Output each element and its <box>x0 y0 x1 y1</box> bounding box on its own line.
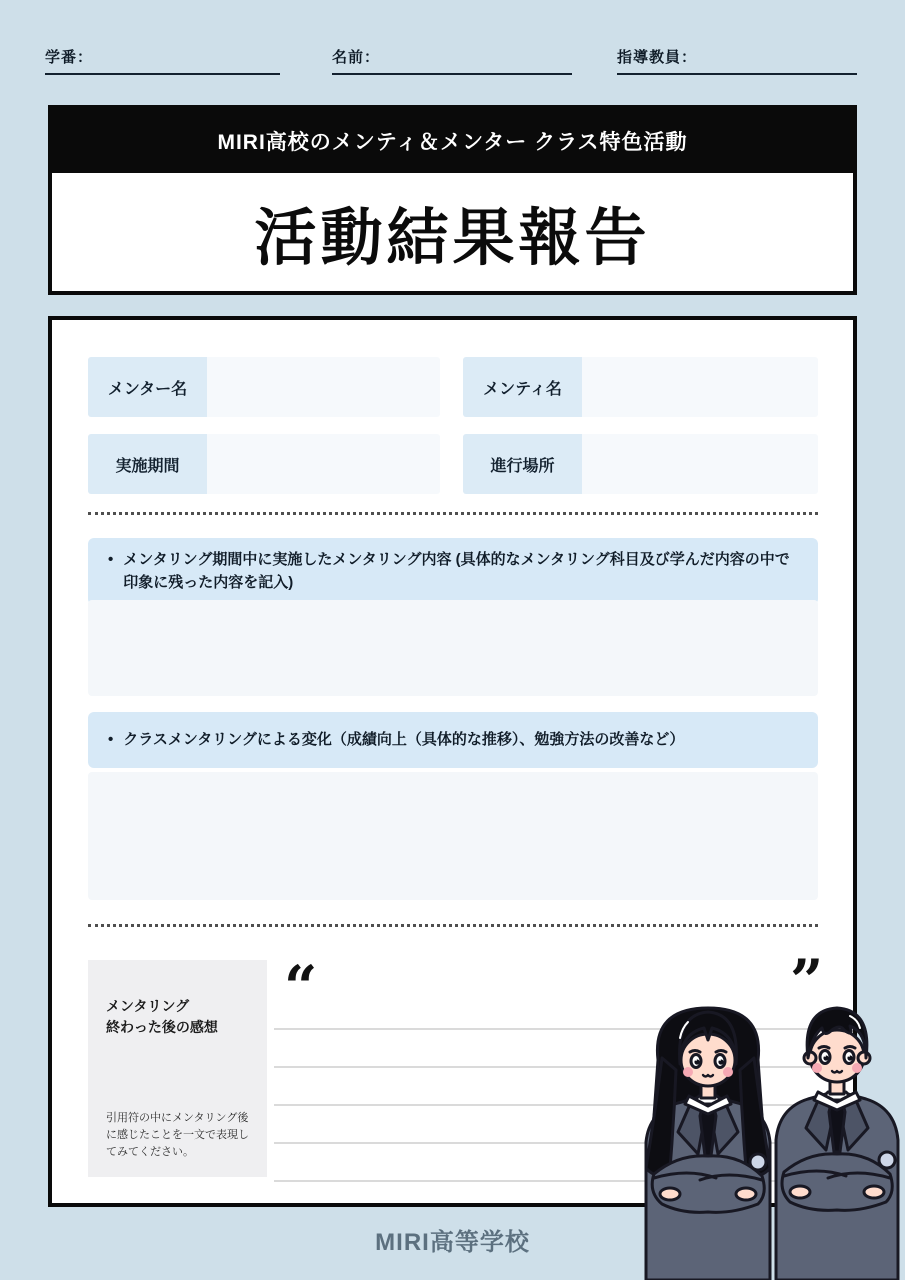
mentor-name-label: メンター名 <box>88 357 207 417</box>
place-field <box>463 434 818 494</box>
dotted-divider <box>88 512 818 515</box>
report-header <box>48 105 857 295</box>
place-label: 進行場所 <box>463 434 582 494</box>
teacher-field <box>617 46 857 67</box>
student-number-field <box>45 46 280 67</box>
students-illustration-image <box>588 1000 905 1280</box>
school-name-footer: MIRI高等学校 <box>375 1229 530 1256</box>
section2-answer-area[interactable] <box>88 772 818 900</box>
close-quote-icon: ” <box>790 947 824 1015</box>
name-write-line[interactable] <box>332 73 572 75</box>
impression-title-line1: メンタリング <box>106 998 190 1014</box>
bullet-icon: • <box>108 731 114 749</box>
impression-title <box>106 996 249 1038</box>
place-input[interactable] <box>582 434 818 494</box>
section2-heading <box>88 712 818 768</box>
name-label: 名前： <box>332 49 381 66</box>
name-field <box>332 46 572 67</box>
open-quote-icon: “ <box>284 953 318 1021</box>
impression-note-box <box>88 960 267 1177</box>
period-field <box>88 434 440 494</box>
section1-answer-area[interactable] <box>88 600 818 696</box>
teacher-write-line[interactable] <box>617 73 857 75</box>
section1-heading <box>88 538 818 605</box>
mentor-name-input[interactable] <box>207 357 440 417</box>
student-number-write-line[interactable] <box>45 73 280 75</box>
student-number-label: 学番： <box>45 49 94 66</box>
girl-student <box>646 1008 770 1280</box>
mentor-name-field <box>88 357 440 417</box>
mentee-name-input[interactable] <box>582 357 818 417</box>
bullet-icon: • <box>108 551 114 568</box>
section1-label: メンタリング期間中に実施したメンタリング内容 (具体的なメンタリング科目及び学んだ内容の中で印象に残った内容を記入) <box>123 551 790 592</box>
boy-student <box>776 1008 898 1280</box>
period-input[interactable] <box>207 434 440 494</box>
section2-label: クラスメンタリングによる変化（成績向上（具体的な推移）、勉強方法の改善など） <box>123 731 685 749</box>
impression-hint: 引用符の中にメンタリング後に感じたことを一文で表現してみてください。 <box>106 1111 249 1158</box>
page-title: 活動結果報告 <box>254 203 651 273</box>
mentee-name-field <box>463 357 818 417</box>
period-label: 実施期間 <box>88 434 207 494</box>
teacher-label: 指導教員： <box>617 49 698 66</box>
impression-title-line2: 終わった後の感想 <box>106 1019 218 1035</box>
dotted-divider <box>88 924 818 927</box>
mentee-name-label: メンティ名 <box>463 357 582 417</box>
header-banner: MIRI高校のメンティ＆メンター クラス特色活動 <box>52 109 853 173</box>
